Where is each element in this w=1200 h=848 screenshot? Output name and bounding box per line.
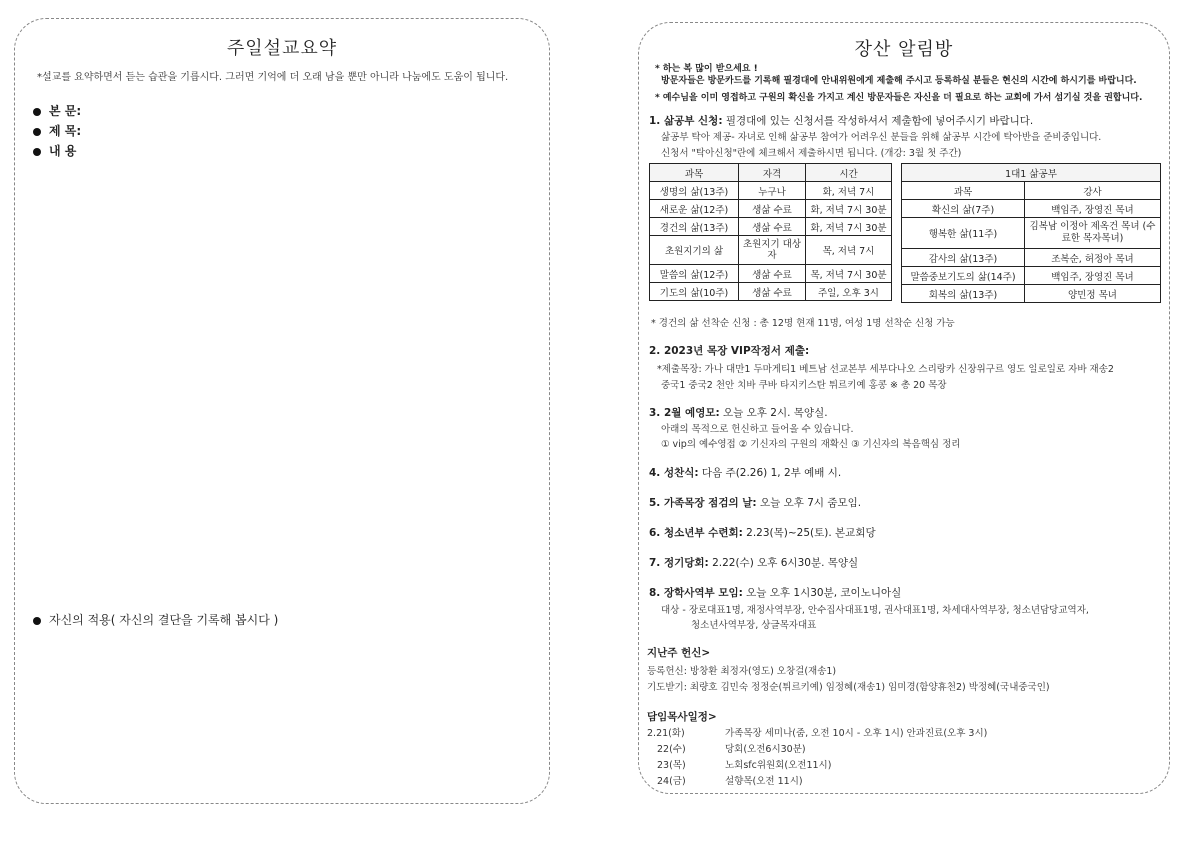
- section-8-heading: [649, 585, 901, 600]
- bullet-title: [33, 122, 81, 139]
- section-5-text: 오늘 오후 7시 줌모임.: [759, 497, 862, 509]
- table-cell: 감사의 삶(13주): [902, 249, 1025, 267]
- table-cell: 생명의 삶(13주): [650, 182, 739, 200]
- table-cell: 회복의 삶(13주): [902, 285, 1025, 303]
- section-3-heading: [649, 405, 828, 420]
- schedule-date: 23(목): [657, 760, 686, 771]
- offering-title: [647, 645, 710, 660]
- table-cell: 확신의 삶(7주): [902, 200, 1025, 218]
- section-6-label: 6. 청소년부 수련회:: [649, 527, 743, 539]
- table-cell: 화, 저녁 7시 30분: [806, 218, 892, 236]
- table-cell: 말씀의 삶(12주): [650, 265, 739, 283]
- table-header: 과목: [902, 182, 1025, 200]
- pastor-schedule-title: [647, 709, 717, 724]
- table-cell: 목, 저녁 7시: [806, 236, 892, 265]
- section-8-label: 8. 장학사역부 모임:: [649, 587, 743, 599]
- table-cell: 김복남 이정아 제옥건 목녀 (수료한 목자목녀): [1025, 218, 1161, 249]
- table-cell: 양민정 목녀: [1025, 285, 1161, 303]
- table-caption: 1대1 삶공부: [902, 164, 1161, 182]
- table-cell: 백임주, 장영진 목녀: [1025, 267, 1161, 285]
- section-5-label: 5. 가족목장 점검의 날:: [649, 497, 757, 509]
- section-2-label: 2. 2023년 목장 VIP작정서 제출:: [649, 345, 810, 357]
- section-2-heading: [649, 343, 809, 358]
- offering-title-text: 지난주 헌신>: [647, 647, 711, 659]
- table-row: [902, 285, 1161, 303]
- table-cell: 생삶 수료: [739, 200, 806, 218]
- pastor-schedule-title-text: 담임목사일정>: [647, 711, 717, 723]
- offering-line: 기도받기: 최량호 김민숙 정정순(튀르키예) 임정혜(재송1) 임미경(함양휴천2) 박정혜(국내중국인): [647, 682, 1050, 693]
- table-row: [902, 218, 1161, 249]
- table-cell: 생삶 수료: [739, 265, 806, 283]
- sermon-summary-title: 주일설교요약: [226, 38, 338, 59]
- table-header-row: [902, 182, 1161, 200]
- table-cell: 말씀중보기도의 삶(14주): [902, 267, 1025, 285]
- table-cell: 화, 저녁 7시 30분: [806, 200, 892, 218]
- schedule-item: 당회(오전6시30분): [725, 744, 806, 755]
- section-3-line: ① vip의 예수영접 ② 기신자의 구원의 재확신 ③ 기신자의 복음핵심 정리: [661, 439, 961, 450]
- section-1-line: 신청서 "탁아신청"란에 체크해서 제출하시면 됩니다. (개강: 3월 첫 주간): [661, 148, 962, 159]
- table-header: 시간: [806, 164, 892, 182]
- notice-greeting: * 하는 복 많이 받으세요 !: [655, 64, 758, 74]
- section-6-heading: [649, 525, 876, 540]
- section-3-label: 3. 2월 예영모:: [649, 407, 720, 419]
- notice-visitors: 방문자들은 방문카드를 기록해 필경대에 안내위원에게 제출해 주시고 등록하실 분들은 현신의 시간에 하시기를 바랍니다.: [661, 76, 1137, 86]
- section-7-heading: [649, 555, 858, 570]
- section-6-text: 2.23(목)~25(토). 본교회당: [746, 527, 876, 539]
- announcements-panel: [638, 22, 1170, 794]
- table-row: [650, 236, 892, 265]
- table-header: 과목: [650, 164, 739, 182]
- section-7-text: 2.22(수) 오후 6시30분. 목양실: [712, 557, 859, 569]
- life-study-table: [649, 163, 892, 301]
- section-1-footnote: * 경건의 삶 선착순 신청 : 총 12명 현재 11명, 여성 1명 선착순 신청 가능: [651, 318, 955, 329]
- section-1-text: 필경대에 있는 신청서를 작성하셔서 제출함에 넣어주시기 바랍니다.: [725, 115, 1034, 127]
- table-cell: 화, 저녁 7시: [806, 182, 892, 200]
- section-2-line: 중국1 중국2 천안 치바 쿠바 타지키스탄 튀르키예 홍콩 ※ 총 20 목장: [661, 380, 947, 391]
- section-4-heading: [649, 465, 841, 480]
- table-header: 자격: [739, 164, 806, 182]
- section-5-heading: [649, 495, 861, 510]
- table-cell: 행복한 삶(11주): [902, 218, 1025, 249]
- table-row: [902, 267, 1161, 285]
- bullet-icon: [33, 108, 41, 116]
- section-8-text: 오늘 오후 1시30분, 코이노니아실: [746, 587, 902, 599]
- notice-believers: * 예수님을 이미 영접하고 구원의 확신을 가지고 계신 방문자들은 자신을 더 필요로 하는 교회에 가서 섬기실 것을 권합니다.: [655, 93, 1143, 103]
- table-row: [650, 265, 892, 283]
- table-row: [902, 249, 1161, 267]
- table-cell: 누구나: [739, 182, 806, 200]
- announcements-title: 장산 알림방: [854, 39, 954, 60]
- bullet-content: [33, 142, 76, 159]
- table-cell: 목, 저녁 7시 30분: [806, 265, 892, 283]
- bullet-icon: [33, 148, 41, 156]
- schedule-item: 설향목(오전 11시): [725, 776, 803, 787]
- section-1-line: 삶공부 탁아 제공- 자녀로 인해 삶공부 참여가 어려우신 분들을 위해 삶공부 시간에 탁아반을 준비중입니다.: [661, 132, 1102, 143]
- offering-line: 등록헌신: 방창환 최정자(영도) 오창걸(재송1): [647, 666, 837, 677]
- sermon-summary-panel: [14, 18, 550, 804]
- table-cell: 초원지기 대상자: [739, 236, 806, 265]
- section-7-label: 7. 정기당회:: [649, 557, 709, 569]
- bullet-label: 본 문:: [49, 104, 82, 118]
- table-row: [650, 182, 892, 200]
- schedule-item: 노회sfc위원회(오전11시): [725, 760, 832, 771]
- table-cell: 백임주, 장영진 목녀: [1025, 200, 1161, 218]
- table-header-row: [650, 164, 892, 182]
- table-row: [902, 200, 1161, 218]
- section-8-line: 청소년사역부장, 상글목자대표: [691, 620, 817, 631]
- table-cell: 생삶 수료: [739, 218, 806, 236]
- section-2-line: *제출목장: 가나 대만1 두마게티1 베트남 선교본부 세부다나오 스리랑카 신장위구르 영도 일로일로 자바 재송2: [657, 364, 1114, 375]
- section-4-text: 다음 주(2.26) 1, 2부 예배 시.: [701, 467, 842, 479]
- bullet-application: [33, 611, 278, 628]
- table-row: [650, 200, 892, 218]
- table-caption-row: [902, 164, 1161, 182]
- bullet-scripture: [33, 102, 81, 119]
- table-cell: 기도의 삶(10주): [650, 283, 739, 301]
- table-cell: 주일, 오후 3시: [806, 283, 892, 301]
- table-cell: 생삶 수료: [739, 283, 806, 301]
- bullet-icon: [33, 128, 41, 136]
- section-3-line: 아래의 목적으로 헌신하고 들어올 수 있습니다.: [661, 424, 854, 435]
- section-1-heading: [649, 113, 1033, 128]
- section-8-line: 대상 - 장로대표1명, 재정사역부장, 안수집사대표1명, 권사대표1명, 차세대사역부장, 청소년담당교역자,: [661, 605, 1089, 616]
- table-row: [650, 283, 892, 301]
- table-row: [650, 218, 892, 236]
- bullet-icon: [33, 617, 41, 625]
- table-header: 강사: [1025, 182, 1161, 200]
- section-1-label: 1. 삶공부 신청:: [649, 115, 723, 127]
- schedule-date: 24(금): [657, 776, 686, 787]
- schedule-date: 22(수): [657, 744, 686, 755]
- bullet-label: 내 용: [49, 144, 77, 158]
- table-cell: 초원지기의 삶: [650, 236, 739, 265]
- table-cell: 조복순, 허정아 목녀: [1025, 249, 1161, 267]
- bullet-label: 제 목:: [49, 124, 82, 138]
- one-on-one-table: [901, 163, 1161, 303]
- sermon-summary-intro: *설교를 요약하면서 듣는 습관을 기릅시다. 그러면 기억에 더 오래 남을 뿐만 아니라 나눔에도 도움이 됩니다.: [37, 72, 509, 83]
- section-3-text: 오늘 오후 2시. 목양실.: [723, 407, 828, 419]
- table-cell: 경건의 삶(13주): [650, 218, 739, 236]
- schedule-date: 2.21(화): [647, 728, 685, 739]
- schedule-item: 가족목장 세미나(줌, 오전 10시 - 오후 1시) 안과진료(오후 3시): [725, 728, 988, 739]
- section-4-label: 4. 성찬식:: [649, 467, 699, 479]
- table-cell: 새로운 삶(12주): [650, 200, 739, 218]
- bullet-label: 자신의 적용( 자신의 결단을 기록해 봅시다 ): [49, 613, 279, 627]
